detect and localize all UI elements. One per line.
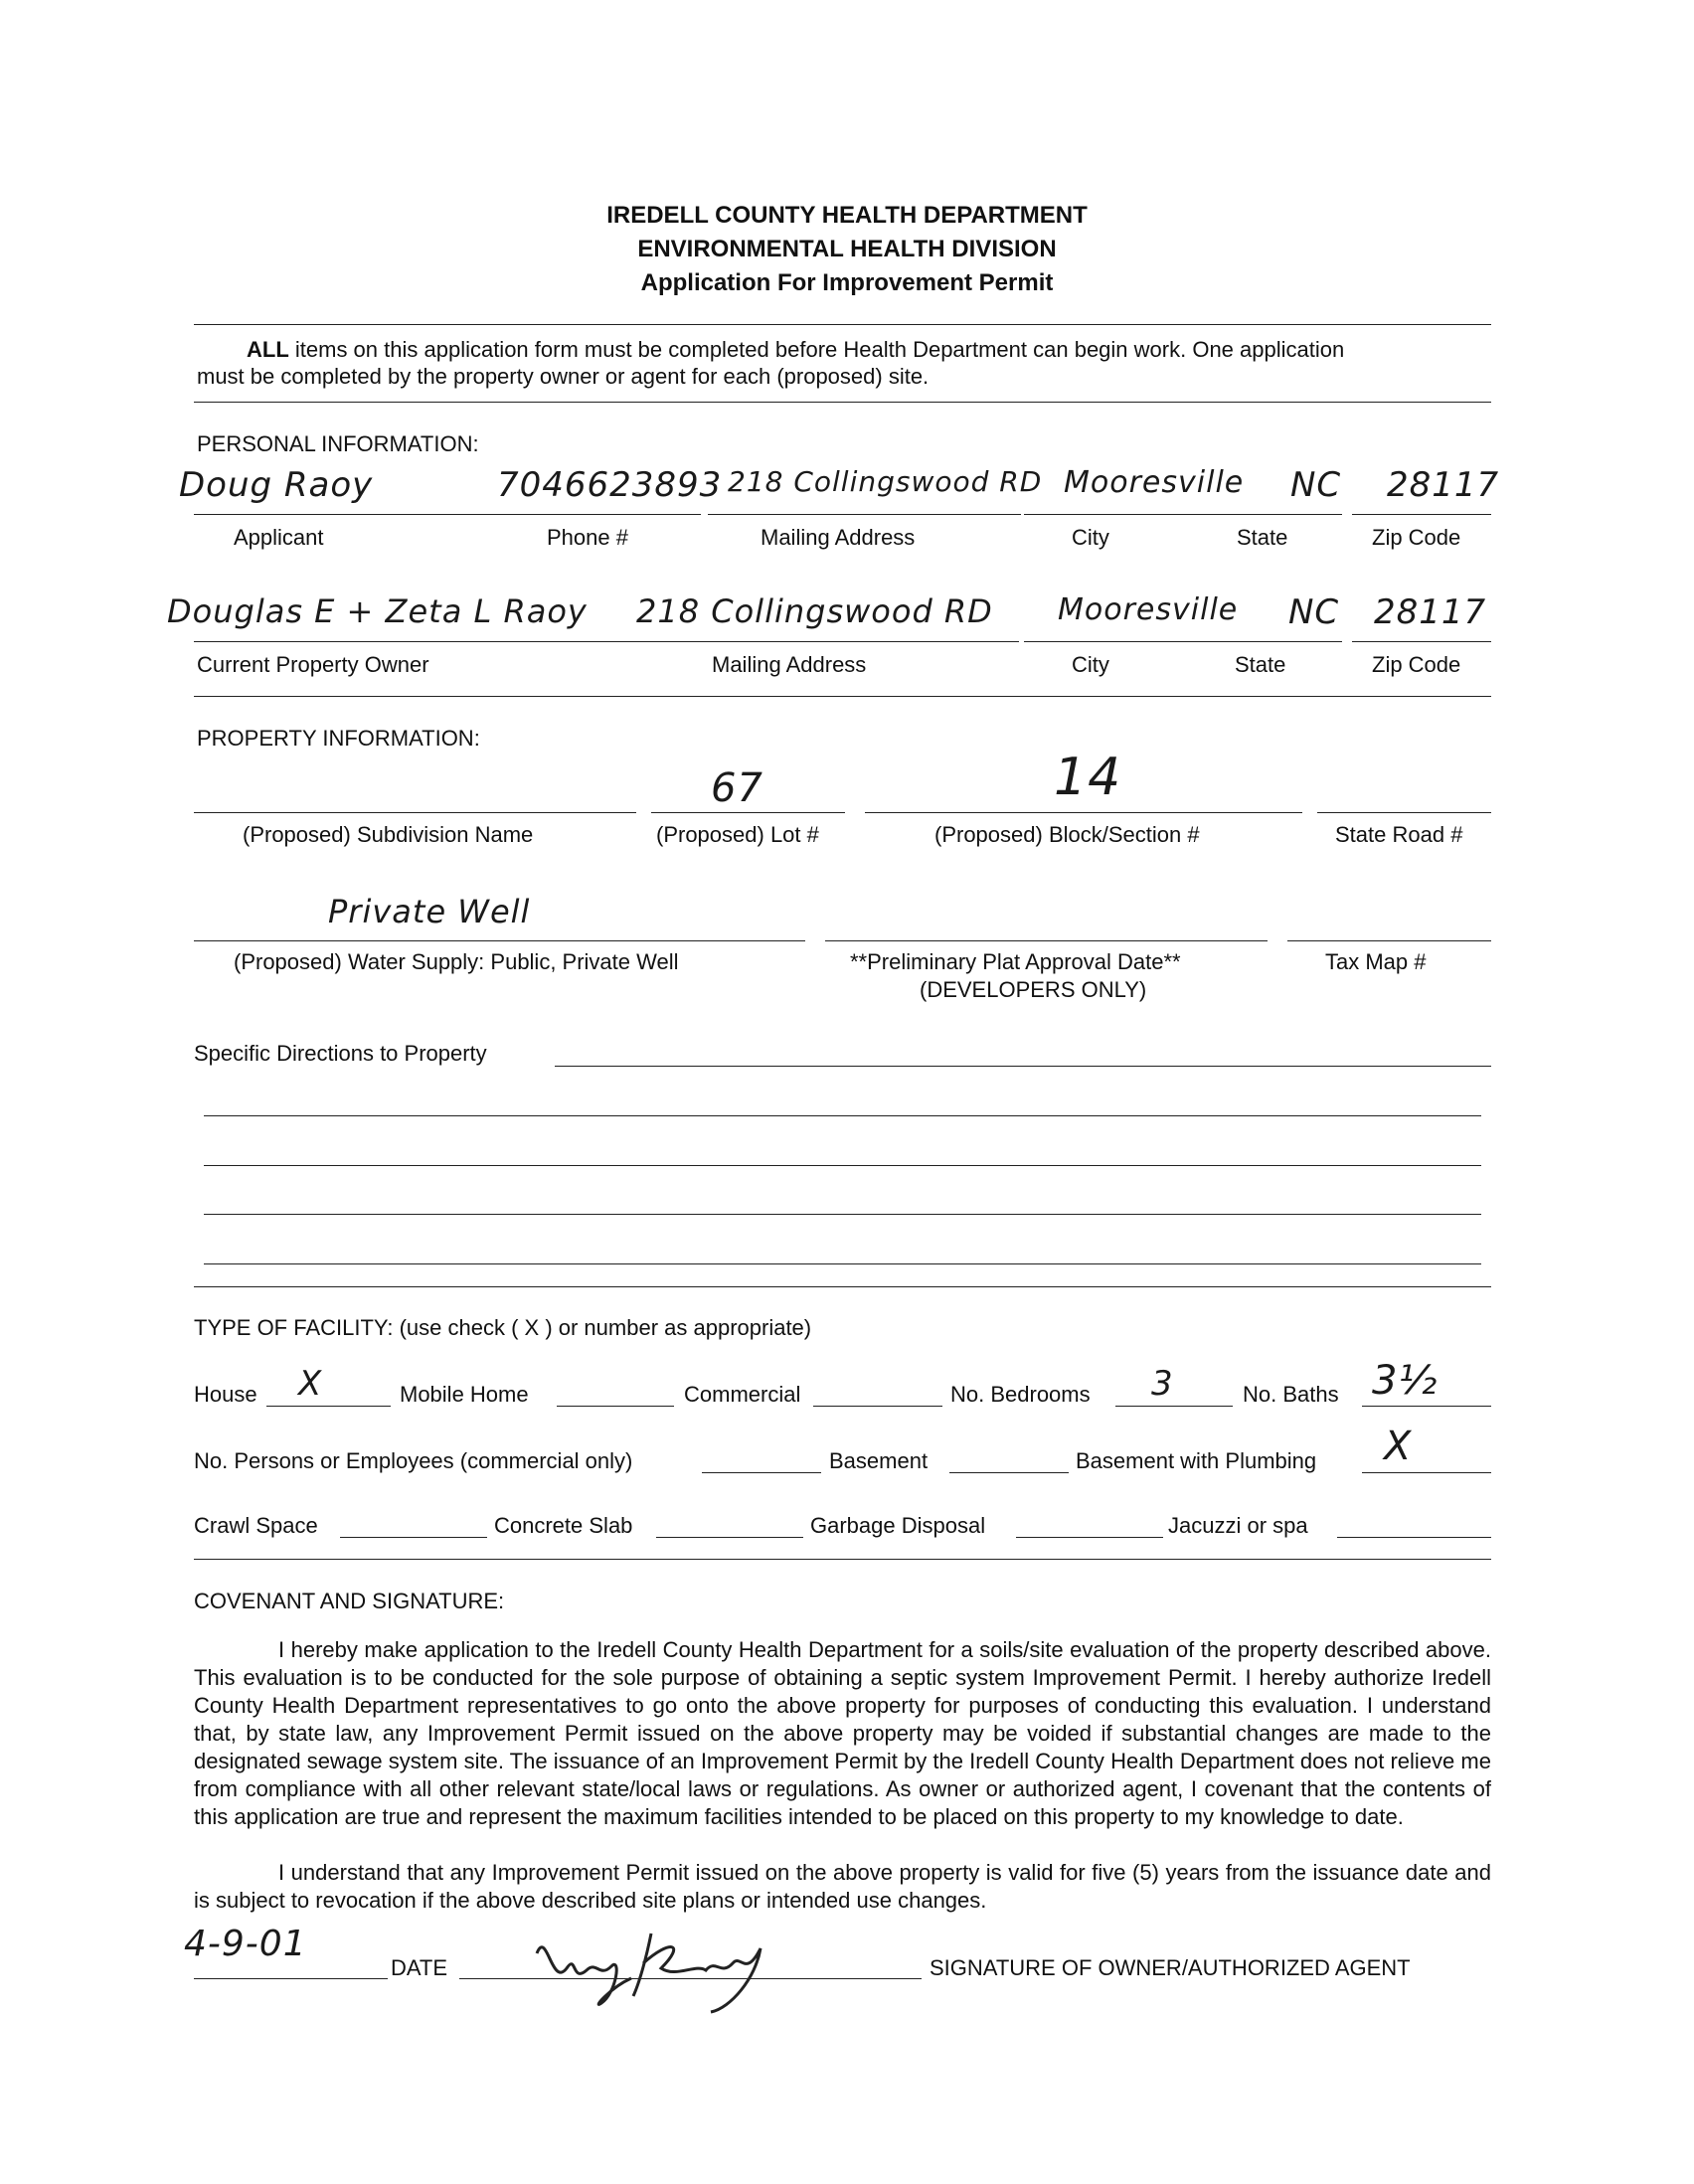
- owner-city-line: [1024, 641, 1193, 642]
- tax-map-label: Tax Map #: [1325, 949, 1427, 974]
- owner-label: Current Property Owner: [197, 652, 429, 677]
- baths-line: [1362, 1406, 1491, 1407]
- date-value[interactable]: 4-9-01: [184, 1924, 307, 1964]
- intro-line-2: must be completed by the property owner or agent for each (proposed) site.: [197, 364, 930, 389]
- basement-label: Basement: [829, 1448, 929, 1473]
- applicant-state-value[interactable]: NC: [1290, 465, 1342, 505]
- basement-plumbing-line: [1362, 1472, 1491, 1473]
- commercial-line[interactable]: [813, 1406, 942, 1407]
- applicant-state-label: State: [1237, 525, 1288, 550]
- applicant-zip-value[interactable]: 28117: [1387, 465, 1500, 505]
- plat-date-label: **Preliminary Plat Approval Date**: [850, 949, 1181, 974]
- basement-line[interactable]: [949, 1472, 1069, 1473]
- directions-label: Specific Directions to Property: [194, 1041, 487, 1066]
- facility-heading: TYPE OF FACILITY: (use check ( X ) or number as appropriate): [194, 1315, 812, 1340]
- applicant-label: Applicant: [234, 525, 324, 550]
- intro-rule: [194, 402, 1491, 403]
- date-line: [194, 1978, 388, 1979]
- phone-line: [492, 514, 701, 515]
- personal-info-heading: PERSONAL INFORMATION:: [197, 431, 479, 456]
- directions-line-5[interactable]: [204, 1263, 1481, 1264]
- date-label: DATE: [391, 1955, 448, 1980]
- top-rule: [194, 324, 1491, 325]
- block-value[interactable]: 14: [1054, 748, 1122, 807]
- lot-value[interactable]: 67: [711, 765, 763, 811]
- water-supply-label: (Proposed) Water Supply: Public, Private Well: [234, 949, 679, 974]
- basement-plumbing-label: Basement with Plumbing: [1076, 1448, 1317, 1473]
- applicant-city-label: City: [1072, 525, 1109, 550]
- applicant-mailing-line: [708, 514, 1021, 515]
- tax-map-line: [1287, 940, 1491, 941]
- owner-city-label: City: [1072, 652, 1109, 677]
- lot-label: (Proposed) Lot #: [656, 822, 819, 847]
- owner-mailing-value[interactable]: 218 Collingswood RD: [636, 592, 993, 630]
- directions-line-3[interactable]: [204, 1165, 1481, 1166]
- crawl-space-line[interactable]: [340, 1537, 487, 1538]
- applicant-zip-label: Zip Code: [1372, 525, 1461, 550]
- property-rule: [194, 1286, 1491, 1287]
- owner-mailing-label: Mailing Address: [712, 652, 867, 677]
- block-line: [865, 812, 1302, 813]
- signature-label: SIGNATURE OF OWNER/AUTHORIZED AGENT: [930, 1955, 1411, 1980]
- covenant-heading: COVENANT AND SIGNATURE:: [194, 1589, 505, 1613]
- plat-date-line: [825, 940, 1268, 941]
- form-title: Application For Improvement Permit: [640, 269, 1054, 296]
- garbage-disposal-label: Garbage Disposal: [810, 1513, 986, 1538]
- owner-signature[interactable]: [522, 1909, 780, 2018]
- applicant-zip-line: [1352, 514, 1491, 515]
- directions-line-2[interactable]: [204, 1115, 1481, 1116]
- applicant-city-line: [1024, 514, 1193, 515]
- commercial-label: Commercial: [684, 1382, 801, 1407]
- bedrooms-value[interactable]: 3: [1151, 1364, 1174, 1404]
- applicant-mailing-label: Mailing Address: [761, 525, 916, 550]
- mobile-home-line[interactable]: [557, 1406, 674, 1407]
- baths-value[interactable]: 3½: [1372, 1358, 1439, 1404]
- house-line: [266, 1406, 391, 1407]
- department-title: IREDELL COUNTY HEALTH DEPARTMENT: [606, 202, 1088, 229]
- covenant-paragraph-1: I hereby make application to the Iredell County Health Department for a soils/site evaluation of the property described above. This evaluation is to be conducted for the sole purpose of obtaining a septic system Improvement Permit. I hereby authorize Iredell County Health Department representatives to go onto the above property for purposes of conducting this evaluation. I understand that, by state law, any Improvement Permit issued on the above property may be voided if substantial changes are made to the designated sewage system site. The issuance of an Improvement Permit by the Iredell County Health Department does not relieve me from compliance with all other relevant state/local laws or regulations. As owner or authorized agent, I covenant that the contents of this application are true and represent the maximum facilities intended to be placed on this property to my knowledge to date.: [194, 1637, 1491, 1829]
- block-label: (Proposed) Block/Section #: [934, 822, 1200, 847]
- concrete-slab-line[interactable]: [656, 1537, 803, 1538]
- phone-label: Phone #: [547, 525, 628, 550]
- intro-bold-word: ALL: [247, 337, 289, 362]
- subdivision-line: [194, 812, 636, 813]
- jacuzzi-line[interactable]: [1337, 1537, 1491, 1538]
- property-info-heading: PROPERTY INFORMATION:: [197, 726, 480, 751]
- water-supply-line: [194, 940, 805, 941]
- concrete-slab-label: Concrete Slab: [494, 1513, 633, 1538]
- developers-only-label: (DEVELOPERS ONLY): [920, 977, 1147, 1002]
- mobile-home-label: Mobile Home: [400, 1382, 529, 1407]
- water-supply-value[interactable]: Private Well: [328, 893, 531, 930]
- owner-zip-line: [1352, 641, 1491, 642]
- persons-line[interactable]: [702, 1472, 821, 1473]
- owner-value[interactable]: Douglas E + Zeta L Raoy: [167, 592, 588, 630]
- applicant-value[interactable]: Doug Raoy: [179, 465, 374, 505]
- owner-line: [194, 641, 1019, 642]
- persons-label: No. Persons or Employees (commercial only): [194, 1448, 633, 1473]
- division-title: ENVIRONMENTAL HEALTH DIVISION: [637, 236, 1057, 262]
- intro-text-1: items on this application form must be completed before Health Department can begin work. One application: [288, 337, 1345, 362]
- directions-line-4[interactable]: [204, 1214, 1481, 1215]
- applicant-line: [194, 514, 492, 515]
- applicant-city-value[interactable]: Mooresville: [1064, 465, 1245, 500]
- phone-value[interactable]: 7046623893: [497, 465, 723, 505]
- state-road-label: State Road #: [1335, 822, 1463, 847]
- applicant-state-line: [1193, 514, 1342, 515]
- jacuzzi-label: Jacuzzi or spa: [1168, 1513, 1308, 1538]
- applicant-mailing-value[interactable]: 218 Collingswood RD: [728, 465, 1043, 498]
- bedrooms-line: [1115, 1406, 1233, 1407]
- garbage-disposal-line[interactable]: [1016, 1537, 1163, 1538]
- intro-line-1: [247, 337, 1344, 363]
- owner-state-label: State: [1235, 652, 1286, 677]
- owner-state-line: [1193, 641, 1342, 642]
- owner-zip-label: Zip Code: [1372, 652, 1461, 677]
- owner-state-value[interactable]: NC: [1288, 592, 1340, 632]
- covenant-paragraph-2: I understand that any Improvement Permit issued on the above property is valid for five (5) years from the issuance date and is subject to revocation if the above described site plans or intended use changes.: [194, 1860, 1491, 1913]
- baths-label: No. Baths: [1243, 1382, 1339, 1407]
- subdivision-label: (Proposed) Subdivision Name: [243, 822, 534, 847]
- facility-rule: [194, 1559, 1491, 1560]
- basement-plumbing-value[interactable]: X: [1384, 1424, 1413, 1469]
- lot-line: [651, 812, 845, 813]
- owner-city-value[interactable]: Mooresville: [1058, 592, 1239, 627]
- owner-zip-value[interactable]: 28117: [1374, 592, 1487, 632]
- crawl-space-label: Crawl Space: [194, 1513, 318, 1538]
- directions-line-1[interactable]: [555, 1066, 1491, 1067]
- house-label: House: [194, 1382, 257, 1407]
- state-road-line: [1317, 812, 1491, 813]
- bedrooms-label: No. Bedrooms: [950, 1382, 1091, 1407]
- personal-rule: [194, 696, 1491, 697]
- house-value[interactable]: X: [298, 1364, 323, 1404]
